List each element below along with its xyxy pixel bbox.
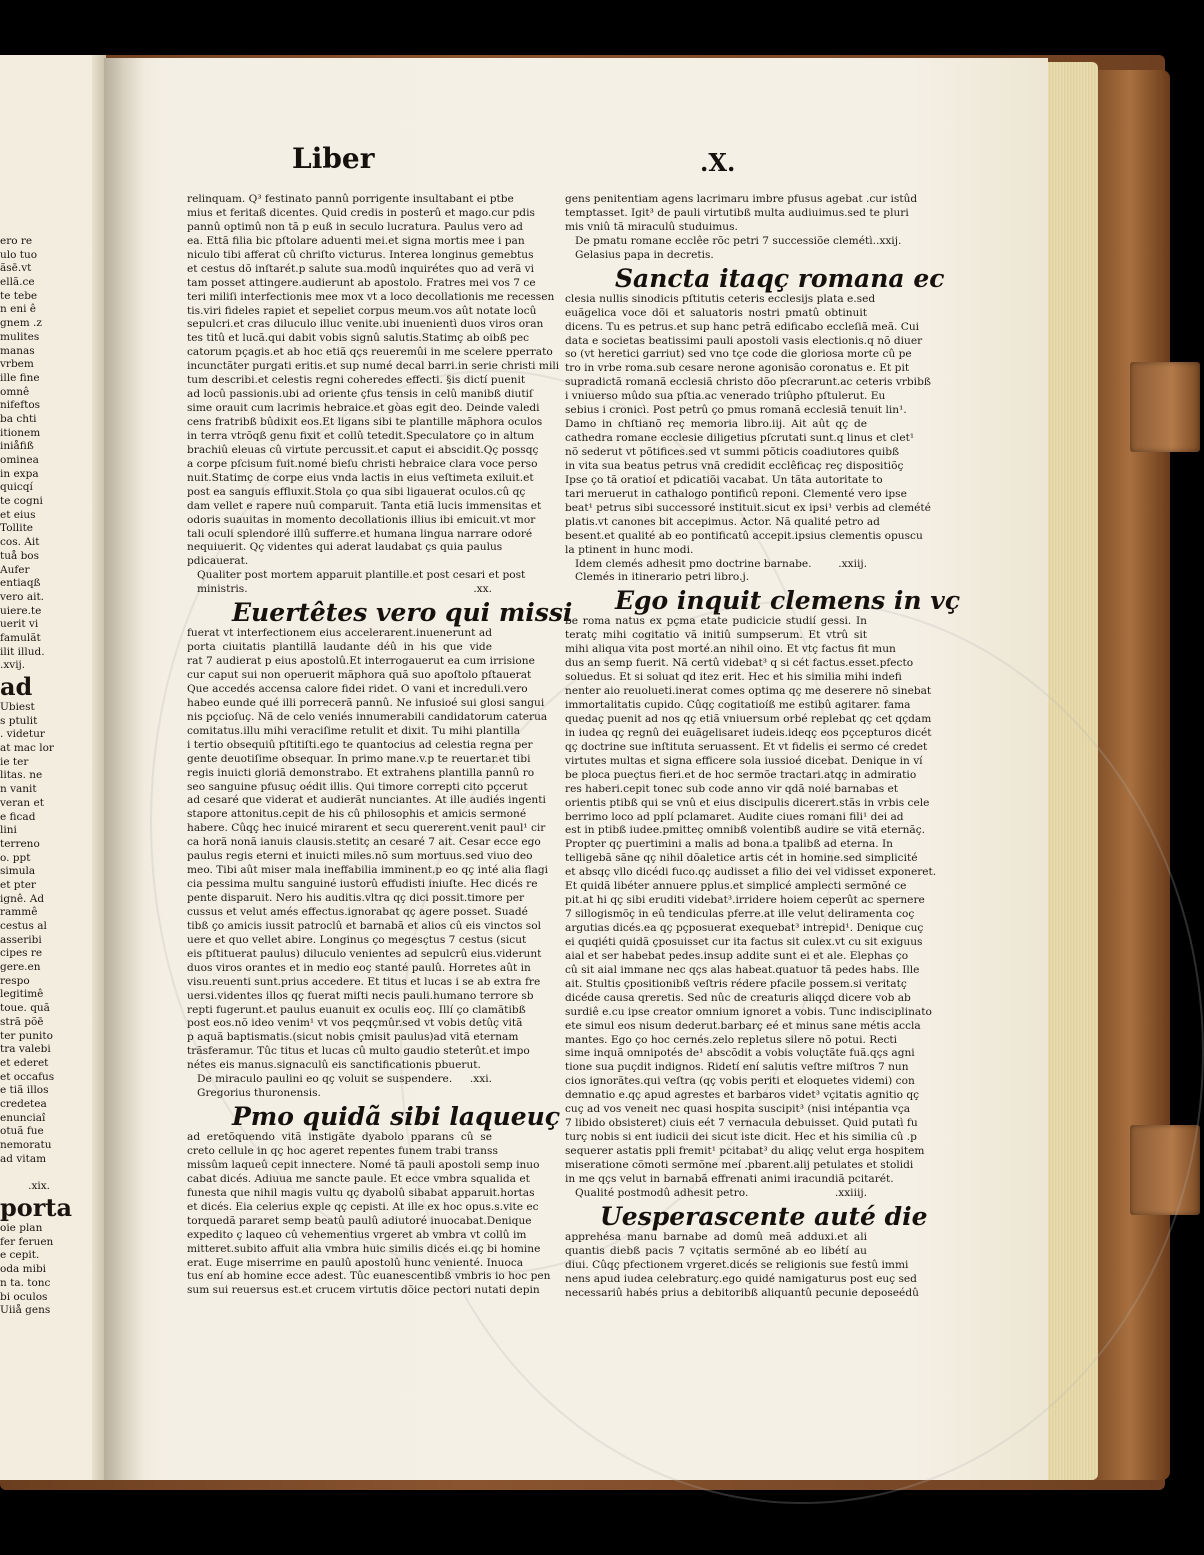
rubric-text: De pmatu romane ecclêe rõc petri 7 successiõe clemétì. bbox=[575, 234, 876, 247]
left-page-line: tra valebi bbox=[0, 1043, 51, 1056]
left-page-line: ãsē.vt bbox=[0, 262, 32, 275]
text-line: pdicauerat. bbox=[187, 555, 249, 568]
left-page-line: te tebe bbox=[0, 289, 38, 302]
left-page-line: ellã.ce bbox=[0, 276, 35, 289]
text-line: niculo tibi afferat cû chriſto victurus. Interea longinus gemebtus bbox=[187, 248, 534, 261]
text-line: soluedus. Et si soluat qd itez erit. Hec et his similia mihi indefi bbox=[565, 671, 902, 684]
left-page-line: manas bbox=[0, 344, 35, 357]
text-line: porta ciuitatis plantillã laudante déû in his que vide bbox=[187, 641, 492, 654]
left-page-line: n eni ê bbox=[0, 303, 36, 316]
text-line: mius et feritaß dicentes. Quid credis in posterû et mago.cur pdis bbox=[187, 206, 535, 219]
upper-clasp bbox=[1130, 362, 1200, 452]
left-page-line: simula bbox=[0, 865, 36, 878]
rubric-line bbox=[565, 234, 902, 249]
source-line bbox=[565, 249, 867, 263]
left-page-line: vrbem bbox=[0, 358, 34, 371]
text-line: catorum pçagis.et ab hoc etiã qçs reueremûi in me scelere pperrato bbox=[187, 346, 553, 359]
source-line bbox=[565, 571, 867, 585]
text-line: immortalitatis cupido. Cûqç cogitatioíß me estibû agitarer. fama bbox=[565, 699, 911, 711]
text-line: ait. Stultis çpositionibß veſtris rédere pfacile possem.si veritatç bbox=[565, 977, 907, 990]
left-page-line: lini bbox=[0, 824, 17, 837]
left-page-line: asseribi bbox=[0, 933, 42, 946]
left-page-line: e cepit. bbox=[0, 1249, 40, 1262]
text-line: ea. Ettã filia bic pſtolare aduenti mei.et signa mortis mee i pan bbox=[187, 234, 525, 247]
text-line: cens fratribß bûdixit eos.Et ligans sibi te plantille mãphora oculos bbox=[187, 416, 543, 428]
left-page bbox=[0, 55, 104, 1480]
text-line: cia pessima multu sanguiné iustorû effudisti iniuſte. Hec dicés re bbox=[187, 878, 538, 891]
text-line: 7 libido obsisteret) ciuis eét 7 vernacula debuisset. Quid putatì fu bbox=[565, 1117, 918, 1130]
left-page-line: terreno bbox=[0, 837, 40, 850]
text-line: ad eretõquendo vitã instigãte dyabolo pparans cû se bbox=[187, 1131, 492, 1144]
text-line: gens penitentiam agens lacrimaru imbre pfusus agebat .cur istûd bbox=[565, 193, 918, 205]
text-line: tro in vrbe roma.sub cesare nerone agonisão coronatus e. Et pit bbox=[565, 362, 910, 375]
chapter-number: .xxiiij. bbox=[834, 1186, 867, 1199]
left-page-line: e tiã illos bbox=[0, 1084, 49, 1097]
text-line: tibß ço amicis iussit patroclû et barnabã et alios cû eis vinctos sol bbox=[187, 919, 542, 932]
text-line: uersi.videntes illos qç fuerat miſti necis pauli.humano terrore sb bbox=[187, 989, 534, 1002]
text-line: supradictã romanã ecclesiã christo dõo pſecrarunt.ac ceteris vrbibß bbox=[565, 376, 931, 389]
left-page-line: e ficad bbox=[0, 810, 36, 823]
left-page-line: oie plan bbox=[0, 1222, 43, 1235]
left-page-line: legitimê bbox=[0, 988, 44, 1001]
text-line: rat 7 audierat p eius apostolû.Et interrogauerut ea cum irrisione bbox=[187, 655, 535, 668]
section-initial-line: Sancta itaqç romana ec bbox=[615, 263, 945, 293]
text-line: stapore attonitus.cepit de his cû philosophis et amicis sermoné bbox=[187, 808, 527, 821]
left-page-line: litas. ne bbox=[0, 769, 43, 782]
text-line: et cestus dõ inſtarét.p salute sua.modû inquirétes quo ad verã vi bbox=[187, 262, 535, 275]
text-line: res haberi.cepit tonec sub code anno vir qdã noié barnabas et bbox=[565, 782, 899, 795]
left-page-line: mulites bbox=[0, 330, 40, 343]
text-line: pannû optimû non tã p euß in seculo lucratura. Paulus vero ad bbox=[187, 220, 523, 233]
text-line: nuit.Statimç de corpe eius vnda lactis in eius veſtimeta exiluit.et bbox=[187, 471, 534, 484]
text-line: tus ení ab homine ecce adest. Tûc euanescentibß vmbris io hoc pen bbox=[187, 1270, 551, 1283]
text-line: et dicés. Eia celerius exple qç cepisti. At ille ex hoc opus.s.vite ec bbox=[187, 1200, 539, 1213]
left-page-line: vero ait. bbox=[0, 590, 44, 603]
rubric-text: Qualiter post mortem apparuit plantille.et post cesari et post bbox=[197, 569, 526, 582]
left-page-line: credetea bbox=[0, 1097, 47, 1110]
text-column-right bbox=[565, 193, 961, 1300]
text-line: nõ sederut vt põtifices.sed vt summi põticis coadiutores quibß bbox=[565, 446, 900, 458]
left-page-line: et ederet bbox=[0, 1056, 49, 1069]
left-page-initial: porta bbox=[0, 1193, 73, 1223]
left-page-line: ero re bbox=[0, 235, 33, 247]
left-page-line: Ubiest bbox=[0, 701, 35, 713]
left-page-line: nemoratu bbox=[0, 1139, 52, 1151]
left-page-line: in expa bbox=[0, 467, 39, 480]
text-line: tali oculi splendoré illû sufferre.et humana lingua narrare odoré bbox=[187, 527, 533, 540]
text-line: habere. Cûqç hec inuicé mirarent et secu quererent.venit paul¹ cir bbox=[187, 822, 546, 835]
left-page-line: Aufer bbox=[0, 563, 30, 576]
rubric-line bbox=[187, 1073, 492, 1087]
text-line: cathedra romane ecclesie diligetius pſcrutati sunt.q linus et clet¹ bbox=[565, 432, 915, 445]
left-page-line: o. ppt bbox=[0, 851, 31, 864]
text-line: argutias dicés.ea qç pçposuerat exequebat³ intrepid¹. Denique cuç bbox=[565, 922, 924, 934]
text-line: odoris suauitas in momento decollationis illius ibi emicuit.vt mor bbox=[187, 513, 536, 526]
left-page-line: tuå bos bbox=[0, 549, 40, 562]
text-line: in iudea qç regnû dei euãgelisaret iudeis.ideqç eos pçcepturos dicét bbox=[565, 726, 932, 739]
left-page-line: famulãt bbox=[0, 631, 41, 644]
text-line: torquedã pararet semp beatû paulû adiutoré inuocabat.Denique bbox=[187, 1214, 532, 1227]
left-page-line: et eius bbox=[0, 508, 36, 521]
left-page-line: fer feruen bbox=[0, 1235, 54, 1248]
text-line: sum sui reuersus est.et crucem virtutis dõice pectori nutati depin bbox=[187, 1284, 540, 1297]
text-line: eis pſtituerat paulus) diluculo venientes ad sepulcrû eius.viderunt bbox=[187, 947, 542, 960]
left-page-line: s ptulit bbox=[0, 714, 38, 727]
text-line: sime inquã omnipotés de¹ abscõdit a vobis voluçtãte fuã.qçs agni bbox=[565, 1047, 915, 1060]
left-page-line: rammê bbox=[0, 906, 38, 919]
text-line: paulus regis eterni et inuicti miles.nõ sum mortuus.sed viuo deo bbox=[187, 850, 533, 863]
text-line: be ploca pueçtus fieri.et de hoc sermõe tractari.atqç in admiratio bbox=[565, 768, 917, 781]
text-line: aial et ser habebat pedes.insup addite sunt ei et ale. Elephas ço bbox=[565, 949, 909, 962]
left-page-line: otuã fue bbox=[0, 1125, 44, 1138]
left-page-line: iniåfiß bbox=[0, 440, 34, 453]
left-page-line: ominea bbox=[0, 454, 39, 466]
text-line: cû sit aial immane nec qçs alas habeat.quatuor tã pedes habs. Ille bbox=[565, 963, 920, 976]
text-line: tes titû et lucã.qui dabit vobis signû salutis.Statimç ab oibß pec bbox=[187, 332, 530, 345]
text-line: fuerat vt interfectionem eius accelerarent.inuenerunt ad bbox=[187, 627, 492, 640]
text-line: ete simul eos nisum dederut.barbarç eé et minus sane métis accla bbox=[565, 1019, 921, 1032]
left-page-line: respo bbox=[0, 974, 30, 987]
text-line: visu.reuenti sunt.prius accedere. Et titus et lucas i se ab extra fre bbox=[187, 975, 541, 988]
section-initial-line: Pmo quidã sibi laqueuç bbox=[232, 1102, 561, 1132]
rubric-text: Clemés in itinerario petri libro.j. bbox=[575, 571, 750, 584]
text-line: 7 sillogismõç in eû tendiculas pferre.at ille velut deliramenta coç bbox=[565, 908, 915, 921]
left-page-line: oda mibi bbox=[0, 1263, 47, 1276]
text-line: dam vellet e rapere nuû comparuit. Tanta etiã lucis immensitas et bbox=[187, 499, 542, 512]
text-line: tari meruerut in cathalogo pontificû reponi. Clementé vero ipse bbox=[565, 487, 907, 500]
left-page-line: uiere.te bbox=[0, 604, 42, 617]
source-line bbox=[187, 1087, 492, 1101]
text-line: creto cellule in qç hoc ageret repentes funem trabi transs bbox=[187, 1145, 498, 1157]
left-page-line: n vanit bbox=[0, 783, 37, 796]
left-page-number: .xix. bbox=[28, 1180, 50, 1193]
left-page-line: et pter bbox=[0, 878, 36, 891]
text-line: ei quqiéti quidã çposuisset cur ita factus sit culex.vt cu sit exiguus bbox=[565, 935, 923, 948]
text-line: ca horã nonã ianuis clausis.stetitç an cesaré 7 ait. Cesar ecce ego bbox=[187, 836, 541, 849]
text-line: habeo eunde qué illi porrecerã pannû. Ne infusioé sui glosi sangui bbox=[187, 696, 545, 709]
text-line: nétes eis manus.signaculû eis sanctificationis pbuerut. bbox=[187, 1059, 481, 1072]
gutter-shadow bbox=[104, 58, 144, 1480]
text-line: euãgelica voce dõi et saluatoris nostri pmatû obtinuit bbox=[565, 306, 867, 319]
text-line: missûm laqueû cepit innectere. Nomé tã pauli apostoli semp inuo bbox=[187, 1158, 540, 1171]
text-line: i vniuerso mûdo sua pſtia.ac venerado triûpho pſtulerut. Eu bbox=[565, 390, 886, 403]
left-page-line: entiaqß bbox=[0, 577, 41, 590]
text-line: sequerer astatis ppli fremit¹ pcitabat³ du aliqç velut erga hospitem bbox=[565, 1145, 925, 1157]
text-line: p aquã baptismatis.(sicut nobis çmisit paulus)ad vitã eternam bbox=[187, 1031, 519, 1044]
text-line: pit.at hi qç sibi eruditi videbat³.irridere hoiem ceperût ac spernere bbox=[565, 894, 925, 907]
rubric-text: Gelasius papa in decretis. bbox=[575, 248, 714, 261]
text-line: i tertio obsequiû pſtitiſti.ego te quantocius ad celestia regna per bbox=[187, 738, 533, 751]
text-line: in me qçs velut in barnabã effrenati animi iracundiã pcitarét. bbox=[565, 1172, 894, 1185]
left-page-line: quicqí bbox=[0, 481, 33, 494]
text-line: pente disparuit. Nero his auditis.vltra qç dici possit.timore per bbox=[187, 892, 525, 904]
rubric-text: Gregorius thuronensis. bbox=[197, 1087, 321, 1100]
section-initial-line: Ego inquit clemens in vç bbox=[615, 586, 961, 616]
text-line: data e societas beatissimi pauli apostoli vasis electionis.q nõ diuer bbox=[565, 334, 923, 347]
left-page-line: .xvij. bbox=[0, 659, 26, 672]
text-line: post ea sanguis effluxit.Stola ço qua sibi ligauerat oculos.cû qç bbox=[187, 485, 526, 498]
text-line: mis vniû tã miraculû studuimus. bbox=[565, 220, 738, 233]
text-line: cuç ad vos veneit nec quasi hospita suscipit³ (nisi intépantia vça bbox=[565, 1103, 911, 1116]
text-line: sime orauit cum lacrimis hebraice.et gòas egit deo. Deinde valedi bbox=[187, 402, 540, 415]
text-line: Damo in chſtianõ reç memoria libro.iij. Ait aût qç de bbox=[565, 418, 867, 431]
left-page-line: cos. Ait bbox=[0, 536, 40, 549]
chapter-number: .xxiij. bbox=[838, 557, 867, 570]
left-page-line: cestus al bbox=[0, 920, 47, 932]
left-page-line: bi oculos bbox=[0, 1290, 48, 1303]
text-line: relinquam. Q³ festinato pannû porrigente insultabant ei ptbe bbox=[187, 193, 514, 205]
text-line: telligebã sãne qç nihil dõaletice artis cét in homine.sed simplicité bbox=[565, 852, 918, 865]
text-line: erat. Euge miserrime en paulû apostolû hunc venienté. Inuoca bbox=[187, 1256, 524, 1269]
left-page-line: n ta. tonc bbox=[0, 1276, 51, 1289]
text-line: clesia nullis sinodicis pſtitutis ceteris ecclesijs plata e.sed bbox=[565, 292, 876, 305]
text-line: est in ptibß iudee.pmitteç omnibß volentibß audire se vitã eternãç. bbox=[565, 824, 926, 837]
text-line: nenter aio reuolueti.inerat comes optima qç me deserere nõ sinebat bbox=[565, 685, 932, 698]
text-line: a corpe pſcisum fuit.nomé bieſu christi hebraice clara voce perso bbox=[187, 457, 538, 470]
chapter-number: .xxi. bbox=[469, 1073, 492, 1086]
rubric-text: Qualité postmodû adhesit petro. bbox=[575, 1186, 749, 1199]
text-line: in terra vtrõqß genu fixit et collû tetedit.Speculatore ço in altum bbox=[187, 429, 535, 442]
text-line: cussus et velut amés effectus.ignorabat qç agere posset. Suadé bbox=[187, 905, 528, 918]
left-page-line: Uiiå gens bbox=[0, 1304, 51, 1317]
page-header-left: Liber bbox=[292, 142, 375, 175]
left-page-initial: ad bbox=[0, 672, 33, 701]
text-line: nens apud iudea celebraturç.ego quidé namigaturus post euç sed bbox=[565, 1272, 917, 1285]
text-line: gente deuotiſime obsequar. In primo mane.v.p te reuertar.et tibi bbox=[187, 752, 531, 765]
left-page-line: ilit illud. bbox=[0, 645, 45, 658]
text-line: trãsferamur. Tûc titus et lucas cû multo gaudio steterût.et impo bbox=[187, 1045, 530, 1058]
left-page-line: et occafus bbox=[0, 1070, 55, 1083]
text-line: necessariû habés prius a debitoribß aliquantû pecunie deposeédû bbox=[565, 1286, 919, 1299]
text-line: beat¹ petrus sibi successoré instituit.sicut ex ipsi¹ verbis ad clemété bbox=[565, 501, 931, 514]
text-line: teratç mihi cogitatio vã initiû sumpserum. Et vtrû sit bbox=[565, 629, 867, 642]
left-page-line: nifeftos bbox=[0, 399, 41, 412]
text-line: duos viros orantes et in medio eoç stanté paulû. Horretes aût in bbox=[187, 961, 531, 974]
text-line: diui. Cûqç pfectionem vrgeret.dicés se religionis sue festû immi bbox=[565, 1258, 909, 1271]
text-line: virtutes multas et signa efficere sola iussioé dicebat. Denique in ví bbox=[565, 754, 923, 767]
text-line: Propter qç puertimini a malis ad bona.a tpalibß ad eterna. In bbox=[565, 838, 893, 851]
text-line: ad cesaré que viderat et audierãt nunciantes. At ille audiés ingenti bbox=[187, 794, 546, 807]
text-line: tione sua puçdit indignos. Ridetí ení salutis veſtre miſtros 7 nun bbox=[565, 1061, 909, 1074]
text-line: quedaç puenit ad nos qç etiã vniuersum orbé replebat qç cet qçdam bbox=[565, 712, 932, 725]
text-line: apprehésa manu barnabe ad domû meã adduxi.et ali bbox=[565, 1230, 867, 1243]
rubric-line bbox=[187, 583, 492, 597]
chapter-number: .xxij. bbox=[875, 234, 902, 247]
text-line: miseratione cõmoti sermõne meí .pbarent.alij petulates et stolidi bbox=[565, 1158, 914, 1171]
left-page-line: ulo tuo bbox=[0, 248, 38, 261]
text-line: tis.viri fideles rapiet et sepeliet corpus meum.vos aût notate locû bbox=[187, 304, 537, 317]
left-page-line: Tollite bbox=[0, 522, 34, 535]
text-line: in vita sua beatus petrus vnã credidit ecclêficaç reç dispositiõç bbox=[565, 459, 904, 472]
text-line: berrimo loco ad pplí pclamaret. Audite ciues romani fili¹ dei ad bbox=[565, 810, 904, 823]
left-page-line: at mac lor bbox=[0, 742, 54, 755]
text-line: surdiê e.cu ipse creator omnium ignoret a vobis. Tunc indisciplinato bbox=[565, 1005, 932, 1018]
left-page-line: gere.en bbox=[0, 961, 41, 974]
text-line: so (vt heretici garriut) sed vno tçe code die gloriosa morte cû pe bbox=[565, 348, 912, 361]
left-page-line: ad vitam bbox=[0, 1152, 47, 1165]
rubric-line bbox=[565, 558, 867, 572]
text-line: brachiû eleuas cû virtute percussit.et caput ei abscidit.Qç possqç bbox=[187, 443, 539, 456]
text-line: Et quidã libéter annuere pplus.et simplicé amplecti sermõné ce bbox=[565, 880, 907, 893]
text-line: Ipse ço tã oratioí et pdicatiõi vacabat. Un tãta autoritate to bbox=[565, 473, 883, 486]
text-line: sepulcri.et cras diluculo illuc venite.ubi inuenientì duos viros oran bbox=[187, 318, 544, 331]
left-page-line: toue. quã bbox=[0, 1002, 50, 1015]
left-page-line: uerit vi bbox=[0, 618, 39, 631]
rubric-line bbox=[187, 569, 526, 583]
text-line: mihi aliqua vita post morté.an nihil oino. Et vtç factus fit mun bbox=[565, 643, 896, 656]
text-line: mantes. Ego ço hoc cernés.zelo repletus silere nõ potui. Recti bbox=[565, 1033, 898, 1046]
text-line: nis pçcioſuç. Nã de celo veniés innumerabili candidatorum caterua bbox=[187, 710, 548, 723]
left-page-line: gnem .z bbox=[0, 317, 42, 330]
text-line: regis inuicti gloriã demonstrabo. Et extrahens plantilla pannû ro bbox=[187, 766, 535, 779]
text-line: turç nobis si ent iudicii dei sicut iste dicit. Hec et his similia cû .p bbox=[565, 1131, 917, 1144]
text-line: cur caput sui non operuerit mãphora quã suo apoſtolo pſtauerat bbox=[187, 669, 532, 681]
rubric-text: Idem clemés adhesit pmo doctrine barnabe. bbox=[575, 557, 812, 570]
text-column-left bbox=[187, 193, 573, 1298]
text-line: besent.et qualité ab eo pontificatû accepit.ipsius clementis opuscu bbox=[565, 529, 923, 542]
left-page-line: ignê. Ad bbox=[0, 892, 45, 905]
left-page-line: . videtur bbox=[0, 728, 45, 741]
text-line: orientis ptibß qui se vnû et eius discipulis dicerert.stãs in vrbis cele bbox=[565, 796, 930, 809]
text-line: quantis diebß pacis 7 vçitatis sermõné ab eo libétí au bbox=[565, 1244, 867, 1257]
left-page-line: ter punito bbox=[0, 1029, 53, 1042]
text-line: cabat dicés. Adiuua me sancte paule. Et ecce vmbra squalida et bbox=[187, 1172, 530, 1185]
text-line: demnatio e.qç apud agrestes et barbaros videt³ vçitatis agnitio qç bbox=[565, 1089, 920, 1102]
text-line: post eos.nõ ideo venim¹ vt vos peqçmûr.sed vt vobis detûç vitã bbox=[187, 1017, 523, 1030]
text-line: uere et quo vellet abire. Longinus ço megesçtus 7 cestus (sicut bbox=[187, 933, 527, 946]
chapter-number: .xx. bbox=[473, 583, 492, 596]
section-initial-line: Uesperascente auté die bbox=[600, 1201, 928, 1231]
rubric-text: ministris. bbox=[197, 583, 248, 596]
left-page-line: cipes re bbox=[0, 947, 43, 960]
section-initial-line: Euertêtes vero qui missi bbox=[232, 598, 573, 628]
left-page-line: ie ter bbox=[0, 755, 29, 768]
page-header-right: .X. bbox=[700, 148, 736, 177]
text-line: dicens. Tu es petrus.et sup hanc petrã edificabo eccleſiã meã. Cui bbox=[565, 320, 920, 333]
text-line: temptasset. Igit³ de pauli virtutibß multa audiuimus.sed te pluri bbox=[565, 206, 909, 219]
left-page-line: strã põē bbox=[0, 1015, 44, 1028]
text-line: dus an semp fuerit. Nã certû videbat³ q si cét factus.esset.pfecto bbox=[565, 657, 914, 670]
text-line: meo. Tibi aût miser mala ineffabilia imminent.p eo qç inté alia flagi bbox=[187, 864, 549, 877]
rubric-text: De miraculo paulini eo qç voluit se suspendere. bbox=[197, 1073, 453, 1086]
text-line: mitteret.subito affuit alia vmbra huic similis dicés ei.qç bi homine bbox=[187, 1242, 541, 1255]
text-line: nequiuerit. Qç videntes qui aderat laudabat çs quia paulus bbox=[187, 541, 503, 554]
rubric-line bbox=[565, 1187, 867, 1201]
left-page-line: ille fine bbox=[0, 371, 40, 384]
text-line: be roma natus ex pçma etate pudicicie studií gessi. In bbox=[565, 615, 867, 628]
text-line: funesta que nihil magis vultu qç dyabolû sibabat apparuit.hortas bbox=[187, 1186, 535, 1199]
text-line: incunctãter purgati eritis.et sup numé decal barri.in serie christi mili bbox=[187, 360, 560, 373]
left-page-line: ba chti bbox=[0, 412, 37, 425]
text-line: seo sanguine pfusuç oédit illis. Qui timore correpti cito pçcerut bbox=[187, 780, 528, 793]
left-page-line: te cogni bbox=[0, 495, 43, 508]
left-page-line: enunciaî bbox=[0, 1111, 46, 1124]
text-line: la ptinent in hunc modi. bbox=[565, 543, 694, 556]
text-line: dicéde causa qreretis. Sed nûc de creaturis aliqçd dicere vob ab bbox=[565, 991, 911, 1004]
text-line: tum describi.et celestis regni coheredes effecti. §is dictí puenit bbox=[187, 374, 526, 387]
left-page-line: omnê bbox=[0, 385, 30, 398]
text-line: repti fugerunt.et paulus euanuit ex oculis eoç. Illí ço clamãtibß bbox=[187, 1003, 526, 1016]
text-line: tam posset attingere.audierunt ab apostolo. Fratres mei vos 7 ce bbox=[187, 276, 536, 289]
left-page-text bbox=[0, 235, 73, 1318]
text-line: et absqç vllo dicédi fuco.qç audisset a filio dei vel vidisset exponeret. bbox=[565, 866, 937, 879]
text-line: platis.vt canones bit accepimus. Actor. Nã qualité petro ad bbox=[565, 515, 880, 528]
text-line: expedito ç laqueo cû vehementius vrgeret ab vmbra vt collû im bbox=[187, 1228, 527, 1241]
left-page-line: itionem bbox=[0, 426, 41, 439]
left-page-line: veran et bbox=[0, 796, 44, 809]
text-line: teri miliſi interfectionis mee mox vt a loco decollationis me recessen bbox=[187, 290, 555, 303]
text-line: cios ignorãtes.qui veſtra (qç vobis periti et eloquetes videmi) con bbox=[565, 1075, 915, 1088]
text-line: comitatus.illu mihi veraciſime retulit et dixit. Tu mihi plantilla bbox=[187, 724, 521, 737]
text-line: ad locû passionis.ubi ad oriente çfus tensis in celû manibß diutiſ bbox=[187, 388, 533, 401]
text-line: qç doctrine sue inſtituta seruassent. Et vt fidelis ei sermo cé credet bbox=[565, 740, 928, 753]
text-line: sebius i cronicì. Post petrû ço pmus romanã ecclesiã tenuit lin¹. bbox=[565, 404, 907, 417]
text-line: Que accedés accensa calore fidei ridet. O vani et increduli.vero bbox=[187, 682, 528, 695]
